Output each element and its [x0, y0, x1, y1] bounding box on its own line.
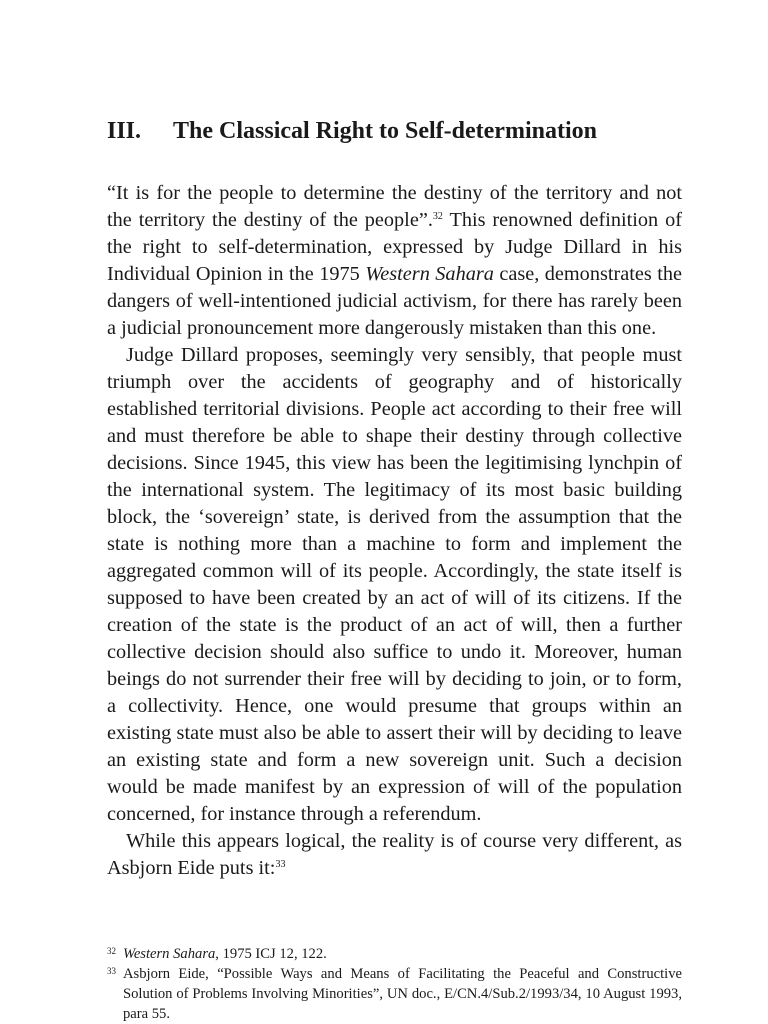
paragraph-3	[107, 828, 682, 882]
opening-quote: “It is for the people to determine the destiny of the territory and not the territory the destiny of the people”.	[107, 182, 682, 231]
paragraph-1	[107, 180, 682, 342]
footnote-ref-32: 32	[432, 211, 443, 222]
case-name: Western Sahara	[365, 263, 494, 285]
paragraph-2: Judge Dillard proposes, seemingly very sensibly, that people must triumph over the accidents of geography and of historically established territorial divisions. People act according to their free will and must therefore be able to shape their destiny through collective decisions. Since 1945, this view has been the legitimising lynchpin of the international system. The legitimacy of its most basic building block, the ‘sovereign’ state, is derived from the assumption that the state is nothing more than a machine to form and implement the aggregated common will of its people. Accordingly, the state itself is supposed to have been created by an act of will of its citizens. If the creation of the state is the product of an act of will, then a further collective decision should also suffice to undo it. Moreover, human beings do not surrender their free will by deciding to join, or to form, a collectivity. Hence, one would presume that groups within an existing state must also be able to assert their will by deciding to leave an existing state and form a new sovereign unit. Such a decision would be made manifest by an expression of will of the population concerned, for instance through a referendum.	[107, 344, 682, 825]
section-heading	[107, 115, 682, 147]
paragraph-3-text: While this appears logical, the reality is of course very different, as Asbjorn Eide puts it:	[107, 830, 682, 879]
footnote-32	[107, 944, 682, 964]
footnote-mark: 32	[107, 946, 116, 956]
section-title: The Classical Right to Self-determination	[173, 118, 597, 145]
footnote-text: Asbjorn Eide, “Possible Ways and Means of Facilitating the Peaceful and Constructive Solution of Problems Involving Minorities”, UN doc., E/CN.4/Sub.2/1993/34, 10 August 1993, para 55.	[123, 966, 682, 1022]
footnote-text: , 1975 ICJ 12, 122.	[215, 946, 327, 962]
footnote-ref-33: 33	[275, 859, 286, 870]
paragraph-1-text-b: case, demonstrates the dangers of well-intentioned judicial activism, for there has rarely been a judicial pronouncement more dangerously mistaken than this one.	[107, 263, 683, 339]
footnote-case-title: Western Sahara	[123, 946, 216, 962]
paragraph-1-text-a: This renowned definition of the right to self-determination, expressed by Judge Dillard in his Individual Opinion in the 1975	[107, 209, 682, 285]
footnotes	[107, 944, 682, 1024]
section-number: III.	[107, 118, 142, 145]
footnote-33	[107, 964, 682, 1024]
footnote-mark: 33	[107, 966, 116, 976]
body-text	[107, 180, 682, 882]
